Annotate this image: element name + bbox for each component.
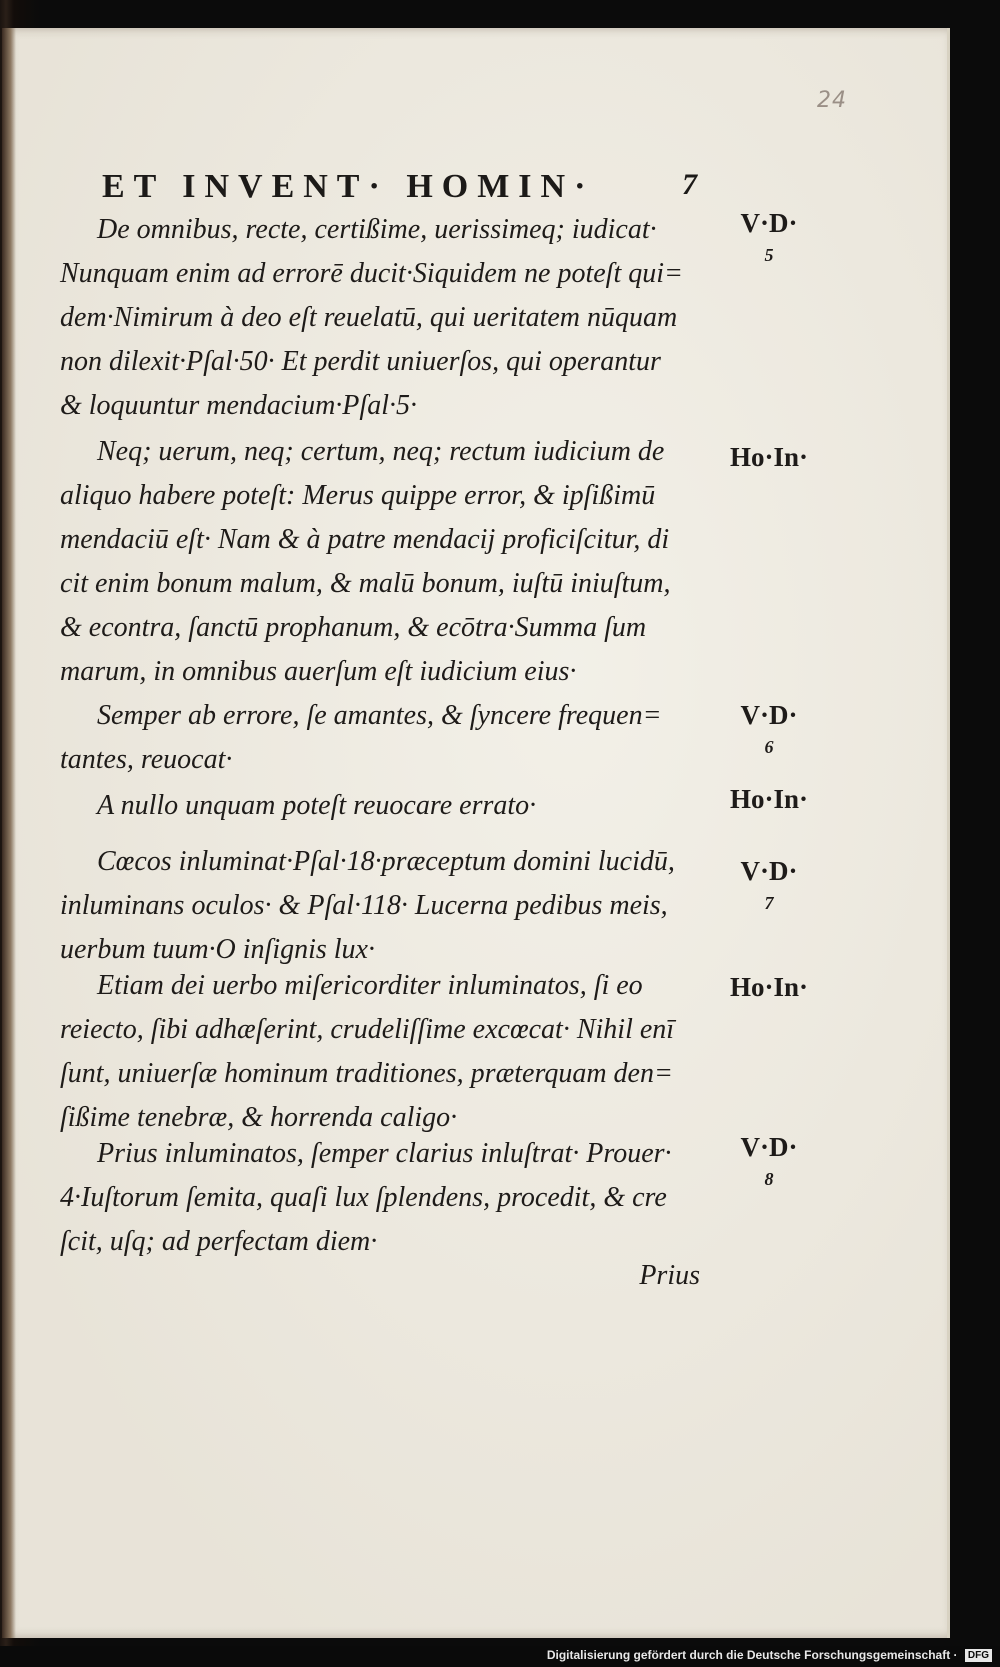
text-line: A nullo unquam poteſt reuocare errato· xyxy=(97,790,537,821)
page-number: 7 xyxy=(682,168,697,201)
text-line: mendaciū eſt· Nam & à patre mendacij proficiſcitur, di xyxy=(60,524,670,555)
text-line: Etiam dei uerbo miſericorditer inluminatos, ſi eo xyxy=(97,970,643,1001)
margin-note-label: V·D· xyxy=(740,208,798,238)
margin-note xyxy=(714,1132,824,1191)
catchword-block xyxy=(60,1254,700,1298)
text-line: ſißime tenebræ, & horrenda caligo· xyxy=(60,1102,458,1133)
paragraph-4 xyxy=(60,784,700,828)
text-line: ſcit, uſq; ad perfectam diem· xyxy=(60,1226,378,1257)
margin-note-label: Ho·In· xyxy=(729,784,809,814)
text-line: inluminans oculos· & Pſal·118· Lucerna pedibus meis, xyxy=(60,890,668,921)
paragraph-2 xyxy=(60,430,700,694)
margin-note xyxy=(714,208,824,267)
text-line: reiecto, ſibi adhæſerint, crudeliſſime excœcat· Nihil enī xyxy=(60,1014,675,1045)
paragraph-6 xyxy=(60,964,700,1140)
paragraph-7 xyxy=(60,1132,700,1264)
text-line: Nunquam enim ad errorē ducit·Siquidem ne poteſt qui= xyxy=(60,258,683,289)
margin-note-label: V·D· xyxy=(740,1132,798,1162)
text-line: tantes, reuocat· xyxy=(60,744,233,775)
text-line: & econtra, ſanctū prophanum, & ecōtra·Summa ſum xyxy=(60,612,647,643)
text-line: aliquo habere poteſt: Merus quippe error, & ipſißimū xyxy=(60,480,656,511)
margin-note-label: V·D· xyxy=(740,700,798,730)
margin-note xyxy=(714,700,824,759)
paragraph-5 xyxy=(60,840,700,972)
margin-note-label: Ho·In· xyxy=(729,972,809,1002)
text-line: ſunt, uniuerſæ hominum traditiones, præterquam den= xyxy=(60,1058,673,1089)
margin-note-label: V·D· xyxy=(740,856,798,886)
text-line: Prius inluminatos, ſemper clarius inluſtrat· Prouer· xyxy=(97,1138,672,1169)
text-line: 4·Iuſtorum ſemita, quaſi lux ſplendens, procedit, & cre xyxy=(60,1182,667,1213)
margin-note-number: 8 xyxy=(764,1169,774,1189)
margin-note xyxy=(714,784,824,819)
catchword: Prius xyxy=(639,1260,700,1291)
book-page xyxy=(2,28,950,1638)
text-line: cit enim bonum malum, & malū bonum, iuſtū iniuſtum, xyxy=(60,568,671,599)
text-line: Cœcos inluminat·Pſal·18·præceptum domini lucidū, xyxy=(97,846,675,877)
text-line: dem·Nimirum à deo eſt reuelatū, qui ueritatem nūquam xyxy=(60,302,678,333)
paragraph-3 xyxy=(60,694,700,782)
margin-note xyxy=(714,972,824,1007)
running-head xyxy=(102,168,702,208)
margin-note xyxy=(714,442,824,477)
footer-credit-text: Digitalisierung gefördert durch die Deutsche Forschungsgemeinschaft · xyxy=(546,1648,958,1662)
handwritten-folio-number: 24 xyxy=(817,88,847,113)
text-line: De omnibus, recte, certißime, uerissimeq; iudicat· xyxy=(97,214,657,245)
text-line: Semper ab errore, ſe amantes, & ſyncere frequen= xyxy=(97,700,662,731)
text-line: marum, in omnibus auerſum eſt iudicium eius· xyxy=(60,656,577,687)
digitization-footer xyxy=(0,1646,1000,1667)
margin-note-number: 7 xyxy=(764,893,774,913)
margin-note-number: 6 xyxy=(764,737,774,757)
margin-note-label: Ho·In· xyxy=(729,442,809,472)
footer-credit xyxy=(547,1648,992,1662)
text-line: non dilexit·Pſal·50· Et perdit uniuerſos, qui operantur xyxy=(60,346,661,377)
text-line: Neq; uerum, neq; certum, neq; rectum iudicium de xyxy=(97,436,665,467)
dfg-logo-icon: DFG xyxy=(965,1649,992,1662)
paragraph-1 xyxy=(60,208,700,428)
running-head-title: ET INVENT· HOMIN· xyxy=(102,168,595,205)
margin-note-number: 5 xyxy=(764,245,774,265)
text-line: & loquuntur mendacium·Pſal·5· xyxy=(60,390,417,421)
margin-note xyxy=(714,856,824,915)
page-gutter-shadow xyxy=(2,28,16,1638)
text-line: uerbum tuum·O inſignis lux· xyxy=(60,934,375,965)
